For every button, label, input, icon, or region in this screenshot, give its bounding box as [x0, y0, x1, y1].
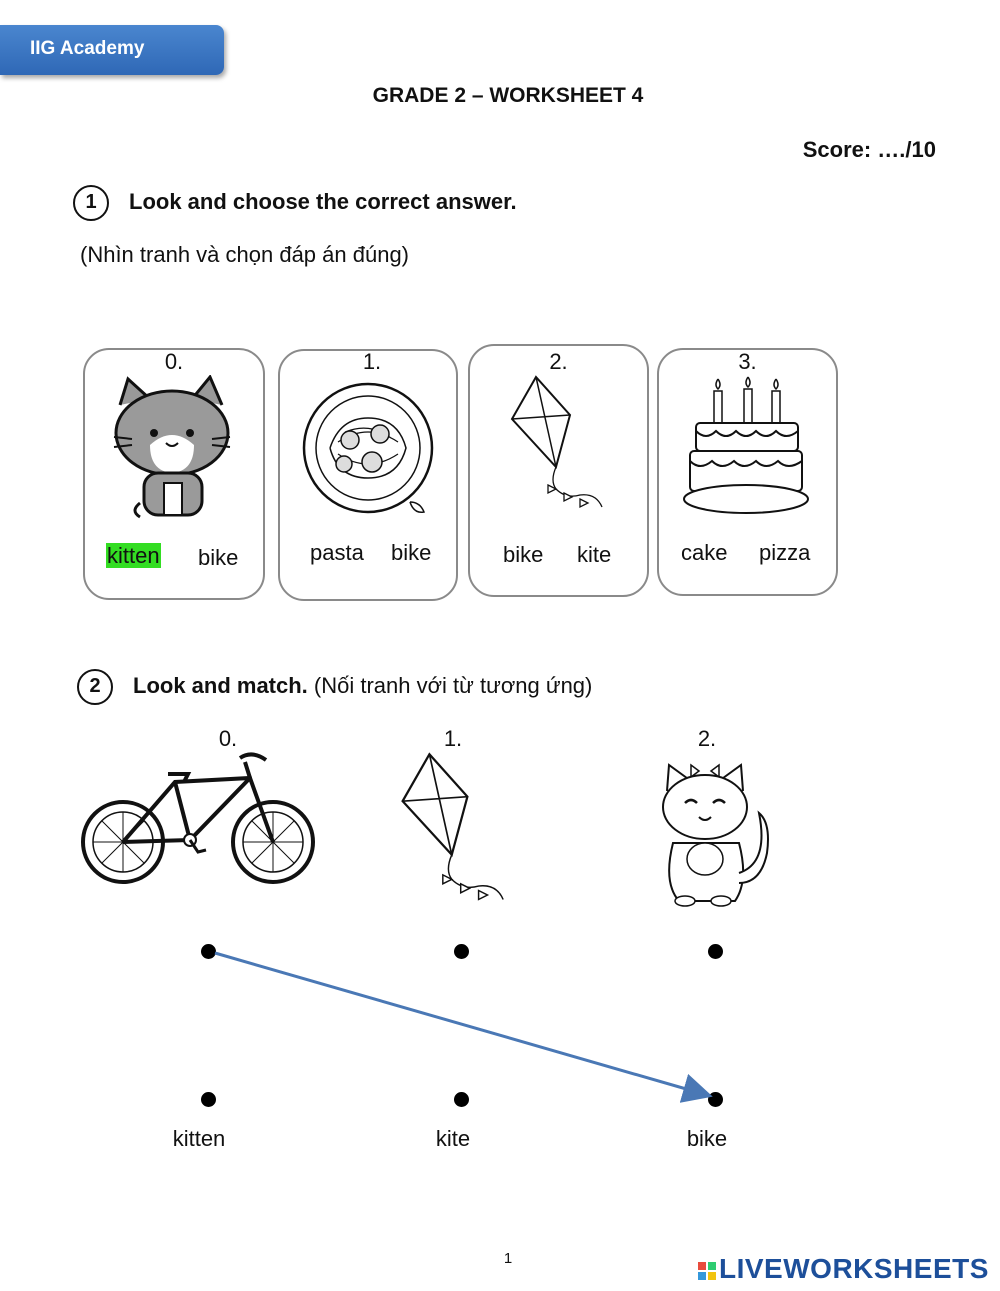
- cat-image: [655, 763, 777, 908]
- word-dot-0[interactable]: [201, 1092, 216, 1107]
- option-bike[interactable]: bike: [503, 542, 544, 567]
- kite-image: [508, 375, 608, 520]
- liveworksheets-logo: LIVEWORKSHEETS: [697, 1253, 989, 1285]
- pasta-image: [300, 382, 436, 518]
- bicycle-image: [80, 752, 320, 887]
- page-number: 1: [503, 1250, 513, 1267]
- picture-dot-2[interactable]: [708, 944, 723, 959]
- score-label: Score: …./10: [802, 137, 936, 162]
- cake-image: [682, 375, 810, 520]
- word-dot-1[interactable]: [454, 1092, 469, 1107]
- picture-number: 2.: [697, 726, 717, 751]
- picture-dot-0[interactable]: [201, 944, 216, 959]
- worksheet-title: GRADE 2 – WORKSHEET 4: [372, 84, 644, 107]
- option-cake[interactable]: cake: [681, 540, 728, 565]
- match-word-kite: kite: [435, 1126, 471, 1151]
- section-1-number: 1: [73, 185, 109, 221]
- logo-icon: [697, 1261, 719, 1281]
- kite-image: [398, 752, 510, 914]
- picture-dot-1[interactable]: [454, 944, 469, 959]
- card-number: 1.: [362, 349, 382, 374]
- picture-number: 0.: [218, 726, 238, 751]
- option-kite[interactable]: kite: [577, 542, 612, 567]
- section-2-number: 2: [77, 669, 113, 705]
- cat-image: [110, 375, 240, 523]
- word-dot-2[interactable]: [708, 1092, 723, 1107]
- card-number: 2.: [549, 349, 568, 374]
- option-bike[interactable]: bike: [198, 545, 239, 570]
- section-1-heading: Look and choose the correct answer.: [129, 189, 517, 214]
- option-bike[interactable]: bike: [391, 540, 432, 565]
- section-1-subheading: (Nhìn tranh và chọn đáp án đúng): [80, 242, 410, 267]
- match-word-kitten: kitten: [172, 1126, 226, 1151]
- match-word-bike: bike: [686, 1126, 728, 1151]
- picture-number: 1.: [443, 726, 463, 751]
- option-pasta[interactable]: pasta: [310, 540, 364, 565]
- brand-badge: IIG Academy: [0, 25, 224, 75]
- card-number: 0.: [164, 349, 184, 374]
- option-kitten[interactable]: kitten: [107, 543, 160, 568]
- option-pizza[interactable]: pizza: [759, 540, 811, 565]
- card-number: 3.: [738, 349, 757, 374]
- section-2-heading: Look and match. (Nối tranh với từ tương ứng): [133, 673, 593, 698]
